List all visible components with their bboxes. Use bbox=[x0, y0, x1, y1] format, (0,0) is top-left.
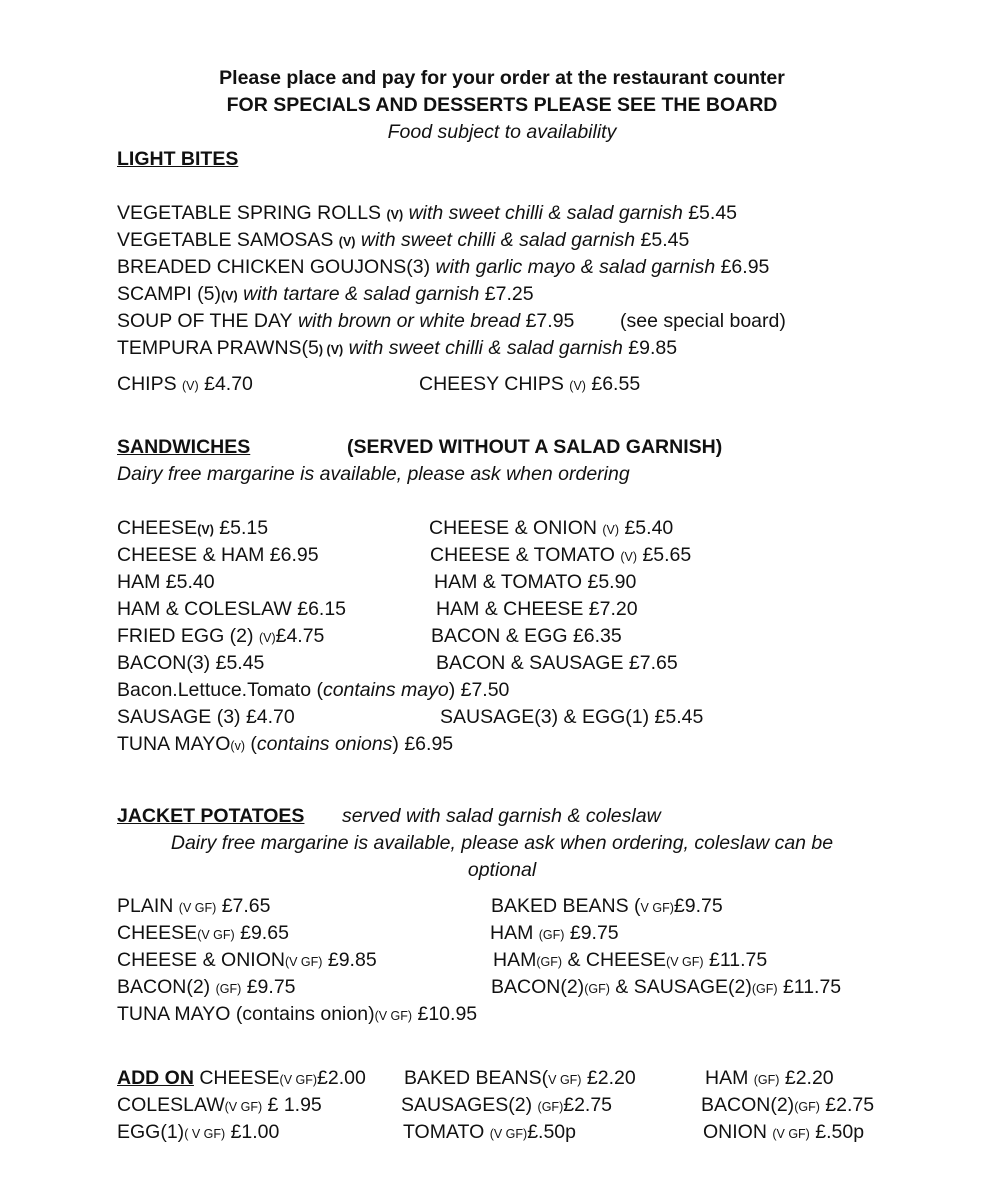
menu-item: BACON(2)(GF) & SAUSAGE(2)(GF) £11.75 bbox=[491, 976, 842, 998]
menu-item: CHEESE(V GF) £9.65 bbox=[117, 922, 289, 944]
menu-item-chips: CHIPS (V) £4.70 bbox=[117, 373, 253, 395]
menu-item: HAM (GF) £9.75 bbox=[490, 922, 619, 944]
add-on-item: SAUSAGES(2) (GF)£2.75 bbox=[401, 1094, 613, 1116]
add-on-item: BACON(2)(GF) £2.75 bbox=[701, 1094, 875, 1116]
menu-item: HAM & CHEESE £7.20 bbox=[436, 598, 638, 620]
header-order-note: Please place and pay for your order at the restaurant counter bbox=[219, 67, 785, 89]
header-specials-note: FOR SPECIALS AND DESSERTS PLEASE SEE THE BOARD bbox=[226, 94, 778, 116]
add-on-item: ADD ON CHEESE(V GF)£2.00 bbox=[117, 1067, 366, 1089]
menu-item: BACON(3) £5.45 bbox=[117, 652, 265, 674]
menu-item: VEGETABLE SAMOSAS (V) with sweet chilli & salad garnish £5.45 bbox=[117, 229, 690, 251]
menu-item: HAM & TOMATO £5.90 bbox=[434, 571, 637, 593]
menu-item: BAKED BEANS (V GF)£9.75 bbox=[491, 895, 723, 917]
menu-item: CHEESE & TOMATO (V) £5.65 bbox=[430, 544, 692, 566]
light-bites-heading: LIGHT BITES bbox=[117, 148, 239, 170]
header-availability-note: Food subject to availability bbox=[387, 121, 617, 143]
menu-item: FRIED EGG (2) (V)£4.75 bbox=[117, 625, 325, 647]
menu-item: SAUSAGE(3) & EGG(1) £5.45 bbox=[440, 706, 704, 728]
menu-item: CHEESE & ONION (V) £5.40 bbox=[429, 517, 674, 539]
menu-item: TEMPURA PRAWNS(5) (V) with sweet chilli & salad garnish £9.85 bbox=[117, 337, 678, 359]
menu-item: BACON(2) (GF) £9.75 bbox=[117, 976, 296, 998]
add-on-item: HAM (GF) £2.20 bbox=[705, 1067, 834, 1089]
add-on-heading: ADD ON bbox=[117, 1067, 194, 1089]
menu-item: HAM & COLESLAW £6.15 bbox=[117, 598, 347, 620]
menu-item: HAM £5.40 bbox=[117, 571, 215, 593]
menu-item: VEGETABLE SPRING ROLLS (V) with sweet chilli & salad garnish £5.45 bbox=[117, 202, 738, 224]
menu-item: PLAIN (V GF) £7.65 bbox=[117, 895, 271, 917]
menu-item-blt: Bacon.Lettuce.Tomato (contains mayo) £7.50 bbox=[117, 679, 510, 701]
add-on-item: EGG(1)( V GF) £1.00 bbox=[117, 1121, 280, 1143]
menu-item: SOUP OF THE DAY with brown or white bread £7.95 bbox=[117, 310, 575, 332]
add-on-item: BAKED BEANS(V GF) £2.20 bbox=[404, 1067, 636, 1089]
sandwiches-heading: SANDWICHES bbox=[117, 436, 251, 458]
special-board-note: (see special board) bbox=[620, 310, 786, 332]
menu-item: BREADED CHICKEN GOUJONS(3) with garlic mayo & salad garnish £6.95 bbox=[117, 256, 770, 278]
menu-item: CHEESE & ONION(V GF) £9.85 bbox=[117, 949, 377, 971]
menu-item-tuna-mayo: TUNA MAYO(v) (contains onions) £6.95 bbox=[117, 733, 454, 755]
dairy-free-note: Dairy free margarine is available, please ask when ordering bbox=[117, 463, 630, 485]
menu-item: BACON & SAUSAGE £7.65 bbox=[436, 652, 678, 674]
jacket-note-line1: Dairy free margarine is available, please ask when ordering, coleslaw can be bbox=[170, 832, 834, 854]
menu-item-tuna-jacket: TUNA MAYO (contains onion)(V GF) £10.95 bbox=[117, 1003, 478, 1025]
sandwiches-subheading: (SERVED WITHOUT A SALAD GARNISH) bbox=[347, 436, 723, 458]
add-on-item: ONION (V GF) £.50p bbox=[703, 1121, 865, 1143]
menu-item: CHEESE(V) £5.15 bbox=[117, 517, 269, 539]
menu-item: BACON & EGG £6.35 bbox=[431, 625, 622, 647]
jacket-potatoes-subheading: served with salad garnish & coleslaw bbox=[342, 805, 661, 827]
add-on-item: TOMATO (V GF)£.50p bbox=[403, 1121, 576, 1143]
add-on-item: COLESLAW(V GF) £ 1.95 bbox=[117, 1094, 322, 1116]
menu-item-cheesy-chips: CHEESY CHIPS (V) £6.55 bbox=[419, 373, 641, 395]
jacket-note-line2: optional bbox=[467, 859, 537, 881]
menu-item: SAUSAGE (3) £4.70 bbox=[117, 706, 295, 728]
menu-item: SCAMPI (5)(V) with tartare & salad garnish £7.25 bbox=[117, 283, 534, 305]
jacket-potatoes-heading: JACKET POTATOES bbox=[117, 805, 305, 827]
menu-item: HAM(GF) & CHEESE(V GF) £11.75 bbox=[493, 949, 768, 971]
menu-item: CHEESE & HAM £6.95 bbox=[117, 544, 319, 566]
